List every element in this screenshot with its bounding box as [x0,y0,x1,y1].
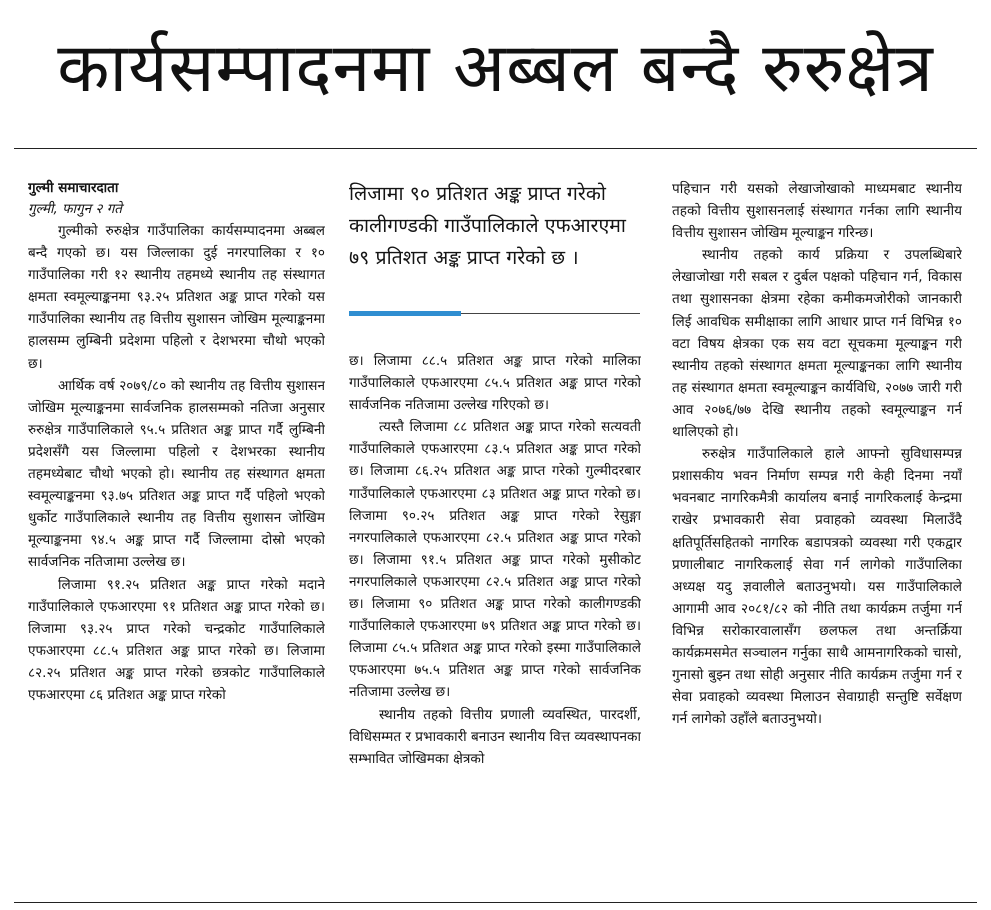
paragraph: छ। लिजामा ८८.५ प्रतिशत अङ्क प्राप्त गरेको मालिका गाउँपालिकाले एफआरएमा ८५.५ प्रतिशत अङ्क प्राप्त गरेको सार्वजनिक नतिजामा उल्लेख गरिएको छ। [349,353,641,414]
article-column-3 [672,178,962,892]
byline-dateline: गुल्मी, फागुन २ गते [28,201,122,217]
headline: कार्यसम्पादनमा अब्बल बन्दै रुरुक्षेत्र [57,29,934,108]
bottom-rule [14,902,977,903]
paragraph: लिजामा ९१.२५ प्रतिशत अङ्क प्राप्त गरेको मदाने गाउँपालिकाले एफआरएमा ९१ प्रतिशत अङ्क प्राप्त गरेको छ। लिजामा ९३.२५ प्राप्त गरेको चन्द्रकोट गाउँपालिकाले एफआरएमा ८८.५ प्रतिशत अङ्क प्राप्त गरेको छ। लिजामा ८२.२५ प्रतिशत अङ्क प्राप्त गरेको छत्रकोट गाउँपालिकाले एफआरएमा ८६ प्रतिशत अङ्क प्राप्त गरेको [28,576,325,703]
paragraph: त्यस्तै लिजामा ८८ प्रतिशत अङ्क प्राप्त गरेको सत्यवती गाउँपालिकाले एफआरएमा ८३.५ प्रतिशत अङ्क प्राप्त गरेको छ। लिजामा ८६.२५ प्रतिशत अङ्क प्राप्त गरेको गुल्मीदरबार गाउँपालिकाले एफआरएमा ८३ प्रतिशत अङ्क प्राप्त गरेको छ। लिजामा ९०.२५ प्रतिशत अङ्क प्राप्त गरेको रेसुङ्गा नगरपालिकाले एफआरएमा ८२.५ प्रतिशत अङ्क प्राप्त गरेको छ। लिजामा ९१.५ प्रतिशत अङ्क प्राप्त गरेको मुसीकोट नगरपालिकाले एफआरएमा ८२.५ प्रतिशत अङ्क प्राप्त गरेको छ। लिजामा ९० प्रतिशत अङ्क प्राप्त गरेको कालीगण्डकी गाउँपालिकाले एफआरएमा ७९ प्रतिशत अङ्क प्राप्त गरेको छ। लिजामा ८५.५ प्रतिशत अङ्क प्राप्त गरेको इस्मा गाउँपालिकाले एफआरएमा ७५.५ प्रतिशत अङ्क प्राप्त गरेको सार्वजनिक नतिजामा उल्लेख छ। [349,419,641,701]
article-column-1 [28,178,325,892]
paragraph: पहिचान गरी यसको लेखाजोखाको माध्यमबाट स्थानीय तहको वित्तीय सुशासनलाई संस्थागत गर्नका लागि स्थानीय वित्तीय सुशासन जोखिम मूल्याङ्कन गरिन्छ। [672,181,962,242]
pull-quote: लिजामा ९० प्रतिशत अङ्क प्राप्त गरेको कालीगण्डकी गाउँपालिकाले एफआरएमा ७९ प्रतिशत अङ्क प्राप्त गरेको छ । [349,182,626,269]
byline-reporter: गुल्मी समाचारदाता [28,180,119,196]
paragraph: गुल्मीको रुरुक्षेत्र गाउँपालिका कार्यसम्पादनमा अब्बल बन्दै गएको छ। यस जिल्लाका दुई नगरपालिका र १० गाउँपालिका गरी १२ स्थानीय तहमध्ये स्थानीय तह संस्थागत क्षमता स्वमूल्याङ्कनमा ९३.२५ प्रतिशत अङ्क प्राप्त गरेको यस गाउँपालिका स्थानीय तह वित्तीय सुशासन जोखिम मूल्याङ्कनमा हालसम्म लुम्बिनी प्रदेशमा पहिलो र देशभरमा चौथो भएको छ। [28,223,325,372]
top-rule [14,148,977,149]
pull-quote-accent-bar [349,311,461,316]
article-column-2 [349,350,641,890]
paragraph: रुरुक्षेत्र गाउँपालिकाले हाले आफ्नो सुविधासम्पन्न प्रशासकीय भवन निर्माण सम्पन्न गरी केही दिनमा नयाँ भवनबाट नागरिकमैत्री कार्यालय बनाई नागरिकलाई केन्द्रमा राखेर प्रभावकारी सेवा प्रवाहको व्यवस्था मिलाउँदै क्षतिपूर्तिसहितको नागरिक बडापत्रको व्यवस्था गरी एकद्वार प्रणालीबाट नागरिकलाई सेवा गर्न लागेको गाउँपालिका अध्यक्ष यदु ज्ञवालीले बताउनुभयो। यस गाउँपालिकाले आगामी आव २०८१/८२ को नीति तथा कार्यक्रम तर्जुमा गर्न विभिन्न सरोकारवालासँग छलफल तथा अन्तर्क्रिया कार्यक्रमसमेत सञ्चालन गर्नुका साथै आमनागरिकको चासो, गुनासो बुझ्न तथा सोही अनुसार नीति कार्यक्रम तर्जुमा गर्न र सेवा प्रवाहको व्यवस्था मिलाउन सेवाग्राही सन्तुष्टि सर्वेक्षण गर्न लागेको उहाँले बताउनुभयो। [672,446,962,728]
paragraph: स्थानीय तहको वित्तीय प्रणाली व्यवस्थित, पारदर्शी, विधिसम्मत र प्रभावकारी बनाउन स्थानीय वित्त व्यवस्थापनका सम्भावित जोखिमका क्षेत्रको [349,706,641,767]
paragraph: स्थानीय तहको कार्य प्रक्रिया र उपलब्धिबारे लेखाजोखा गरी सबल र दुर्बल पक्षको पहिचान गर्न, विकास तथा सुशासनका क्षेत्रमा रहेका कमीकमजोरीको जानकारी लिई आवधिक समीक्षाका लागि आधार प्राप्त गर्न विभिन्न १० वटा विषय क्षेत्रका एक सय वटा सूचकमा मूल्याङ्कन गरी स्थानीय तहको संस्थागत क्षमता मूल्याङ्कनका लागि स्थानीय तह संस्थागत क्षमता स्वमूल्याङ्कन कार्यविधि, २०७७ जारी गरी आव २०७६/७७ देखि स्थानीय तहको स्वमूल्याङ्कन गर्न थालिएको हो। [672,247,962,441]
paragraph: आर्थिक वर्ष २०७९/८० को स्थानीय तह वित्तीय सुशासन जोखिम मूल्याङ्कनमा सार्वजनिक हालसम्मको नतिजा अनुसार रुरुक्षेत्र गाउँपालिकाले ९५.५ प्रतिशत अङ्क प्राप्त गर्दै लुम्बिनी प्रदेशसँगै यस जिल्लामा पहिलो र देशभरका स्थानीय तहमध्येबाट चौथो भएको हो। स्थानीय तह संस्थागत क्षमता स्वमूल्याङ्कनमा ९३.७५ प्रतिशत अङ्क प्राप्त गर्दै पहिलो भएको धुर्कोट गाउँपालिकाले स्थानीय तह वित्तीय सुशासन जोखिम मूल्याङ्कनमा ९४.५ अङ्क प्राप्त गर्दै जिल्लामा दोस्रो भएको सार्वजनिक नतिजामा उल्लेख छ। [28,377,325,571]
